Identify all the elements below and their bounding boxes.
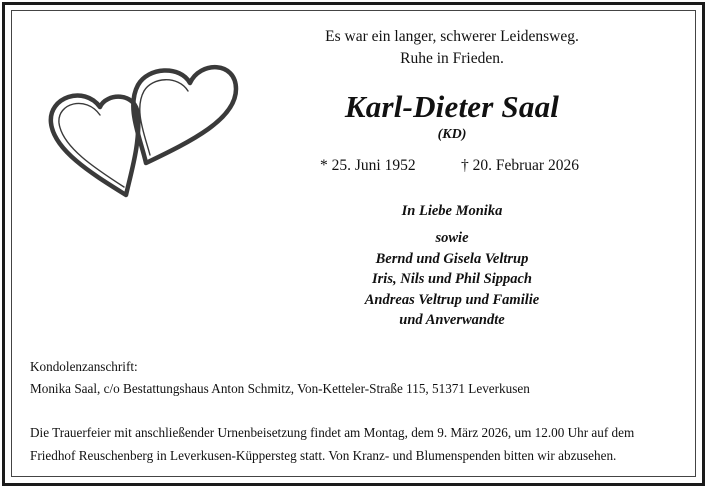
condolence-address: Monika Saal, c/o Bestattungshaus Anton Schmitz, Von-Ketteler-Straße 115, 51371 Leverkusen — [30, 381, 530, 396]
ceremony-text-line-1: Die Trauerfeier mit anschließender Urnenbeisetzung findet am Montag, dem 9. März 2026, um 12.00 Uhr auf dem — [30, 425, 635, 440]
death-date: † 20. Februar 2026 — [461, 157, 579, 174]
motto-line-1: Es war ein langer, schwerer Leidensweg. — [325, 28, 579, 45]
deceased-name: Karl-Dieter Saal — [344, 89, 560, 124]
mourner-line: Andreas Veltrup und Familie — [364, 291, 540, 308]
motto-line-2: Ruhe in Frieden. — [400, 50, 504, 67]
condolence-label: Kondolenzanschrift: — [30, 359, 138, 374]
mourner-line: In Liebe Monika — [401, 203, 503, 219]
mourner-line: Bernd und Gisela Veltrup — [375, 250, 529, 267]
two-hearts-icon — [42, 57, 248, 203]
mourner-line: Iris, Nils und Phil Sippach — [372, 271, 532, 287]
birth-date: * 25. Juni 1952 — [320, 157, 416, 174]
mourner-line: sowie — [435, 230, 469, 246]
ceremony-text-line-2: Friedhof Reuschenberg in Leverkusen-Küppersteg statt. Von Kranz- und Blumenspenden bitten wir abzusehen. — [30, 448, 617, 463]
mourner-line: und Anverwandte — [399, 312, 505, 328]
deceased-nickname: (KD) — [437, 127, 467, 142]
